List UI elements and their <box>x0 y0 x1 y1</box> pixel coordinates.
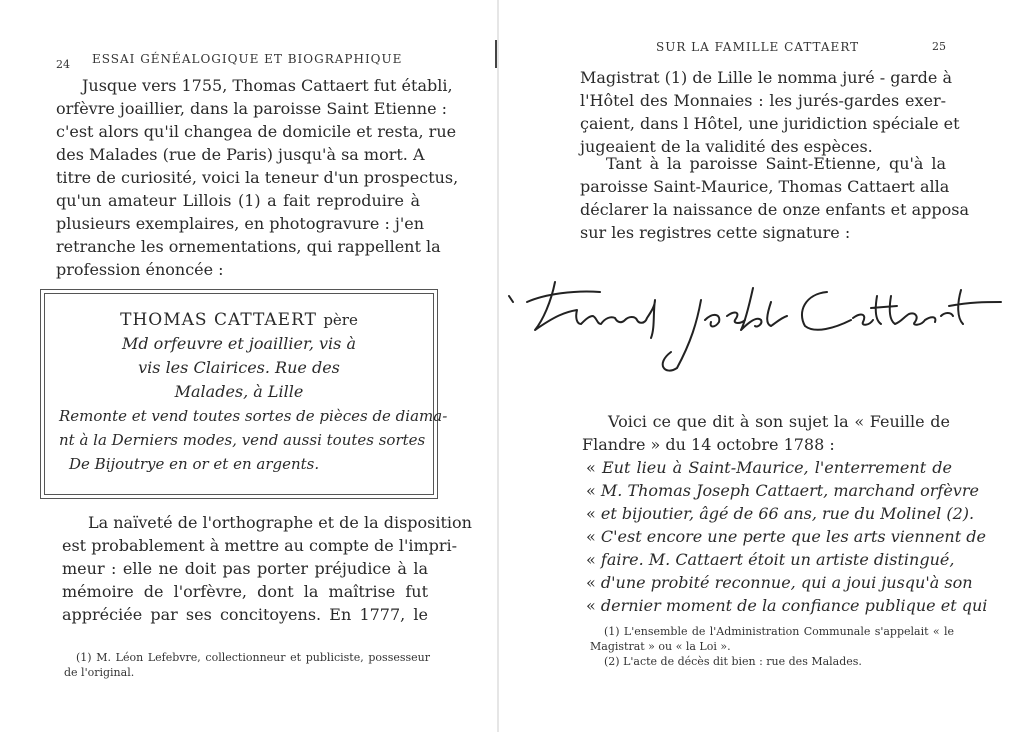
right-footnotes <box>590 624 954 669</box>
footnote-line: (1) L'ensemble de l'Administration Communale s'appelait « le <box>604 625 954 638</box>
right-paragraph-1 <box>580 66 960 158</box>
text-line: retranche les ornementations, qui rappellent la <box>56 237 441 256</box>
prospectus-wide-line: Remonte et vend toutes sortes de pièces de diama- <box>59 407 448 425</box>
left-paragraph-1 <box>56 74 459 281</box>
prospectus-title <box>45 310 433 330</box>
text-line: Jusque vers 1755, Thomas Cattaert fut établi, <box>82 76 453 95</box>
left-running-head: ESSAI GÉNÉALOGIQUE ET BIOGRAPHIQUE <box>92 52 403 66</box>
footnote-line: (2) L'acte de décès dit bien : rue des Malades. <box>604 655 862 668</box>
text-line: appréciée par ses concitoyens. En 1777, le <box>62 605 428 624</box>
prospectus-line: vis les Clairices. Rue des <box>138 358 340 377</box>
handwritten-signature <box>505 272 1005 382</box>
prospectus-wide-line: De Bijoutrye en or et en argents. <box>69 455 320 473</box>
right-running-head: SUR LA FAMILLE CATTAERT <box>656 40 860 54</box>
text-line: jugeaient de la validité des espèces. <box>580 137 873 156</box>
quote-line <box>586 525 986 548</box>
quote-line <box>586 571 973 594</box>
text-line: est probablement à mettre au compte de l'impri- <box>62 536 458 555</box>
quote-text: d'une probité reconnue, qui a joui jusqu'à son <box>600 573 973 592</box>
quote-text: dernier moment de la confiance publique et qui <box>600 596 988 615</box>
text-line: c'est alors qu'il changea de domicile et resta, rue <box>56 122 457 141</box>
quote-line <box>586 594 988 617</box>
guillemet: « <box>586 458 596 477</box>
text-line: mémoire de l'orfèvre, dont la maîtrise fut <box>62 582 428 601</box>
right-page-number: 25 <box>932 40 946 53</box>
prospectus-line: Md orfeuvre et joaillier, vis à <box>121 334 357 353</box>
quote-line <box>586 548 955 571</box>
prospectus-name: THOMAS CATTAERT <box>120 310 317 330</box>
footnote-line: Magistrat » ou « la Loi ». <box>590 640 731 653</box>
text-line: profession énoncée : <box>56 260 224 279</box>
prospectus-title-suffix: père <box>323 311 358 329</box>
text-line: sur les registres cette signature : <box>580 223 851 242</box>
quote-text: M. Thomas Joseph Cattaert, marchand orfèvre <box>600 481 979 500</box>
prospectus-box <box>40 289 448 499</box>
quote-line <box>586 502 975 525</box>
signature-stroke-joseph <box>663 288 787 371</box>
signature-tick <box>509 296 513 302</box>
guillemet: « <box>586 550 596 569</box>
quote-line <box>586 479 979 502</box>
quote-text: Eut lieu à Saint-Maurice, l'enterrement de <box>601 458 952 477</box>
text-line: Tant à la paroisse Saint-Etienne, qu'à la <box>606 154 946 173</box>
text-line: çaient, dans l Hôtel, une juridiction spéciale et <box>580 114 960 133</box>
left-page <box>0 0 498 732</box>
footnote-line: (1) M. Léon Lefebvre, collectionneur et publiciste, possesseur <box>76 651 430 664</box>
signature-stroke-cattaert <box>802 290 1001 330</box>
text-line: l'Hôtel des Monnaies : les jurés-gardes exer- <box>580 91 946 110</box>
text-line: La naïveté de l'orthographe et de la disposition <box>88 513 472 532</box>
text-line: Magistrat (1) de Lille le nomma juré - garde à <box>580 68 953 87</box>
quote-text: faire. M. Cattaert étoit un artiste distingué, <box>600 550 955 569</box>
footnote-line: de l'original. <box>64 666 135 679</box>
text-line: Voici ce que dit à son sujet la « Feuille de <box>608 412 950 431</box>
quote-text: C'est encore une perte que les arts viennent de <box>600 527 986 546</box>
text-line: meur : elle ne doit pas porter préjudice à la <box>62 559 428 578</box>
newspaper-quote <box>586 456 988 617</box>
text-line: qu'un amateur Lillois (1) a fait reproduire à <box>56 191 420 210</box>
text-line: orfèvre joaillier, dans la paroisse Saint Etienne : <box>56 99 448 118</box>
right-paragraph-2 <box>580 152 970 244</box>
text-line: des Malades (rue de Paris) jusqu'à sa mort. A <box>56 145 425 164</box>
quote-line <box>586 456 952 479</box>
left-page-number: 24 <box>56 58 70 71</box>
prospectus-wide-line: nt à la Derniers modes, vend aussi toutes sortes <box>59 431 426 449</box>
left-footnote <box>64 650 430 680</box>
text-line: paroisse Saint-Maurice, Thomas Cattaert alla <box>580 177 950 196</box>
guillemet: « <box>586 504 596 523</box>
text-line: titre de curiosité, voici la teneur d'un prospectus, <box>56 168 459 187</box>
guillemet: « <box>586 527 596 546</box>
text-line: plusieurs exemplaires, en photogravure : j'en <box>56 214 425 233</box>
prospectus-box-inner <box>44 293 448 495</box>
left-paragraph-2 <box>62 511 472 626</box>
guillemet: « <box>586 481 596 500</box>
text-line: déclarer la naissance de onze enfants et apposa <box>580 200 970 219</box>
signature-stroke-thomas <box>527 282 655 338</box>
guillemet: « <box>586 573 596 592</box>
prospectus-line: Malades, à Lille <box>174 382 304 401</box>
text-line: Flandre » du 14 octobre 1788 : <box>582 435 835 454</box>
guillemet: « <box>586 596 596 615</box>
quote-text: et bijoutier, âgé de 66 ans, rue du Molinel (2). <box>600 504 975 523</box>
right-paragraph-3 <box>582 410 950 456</box>
